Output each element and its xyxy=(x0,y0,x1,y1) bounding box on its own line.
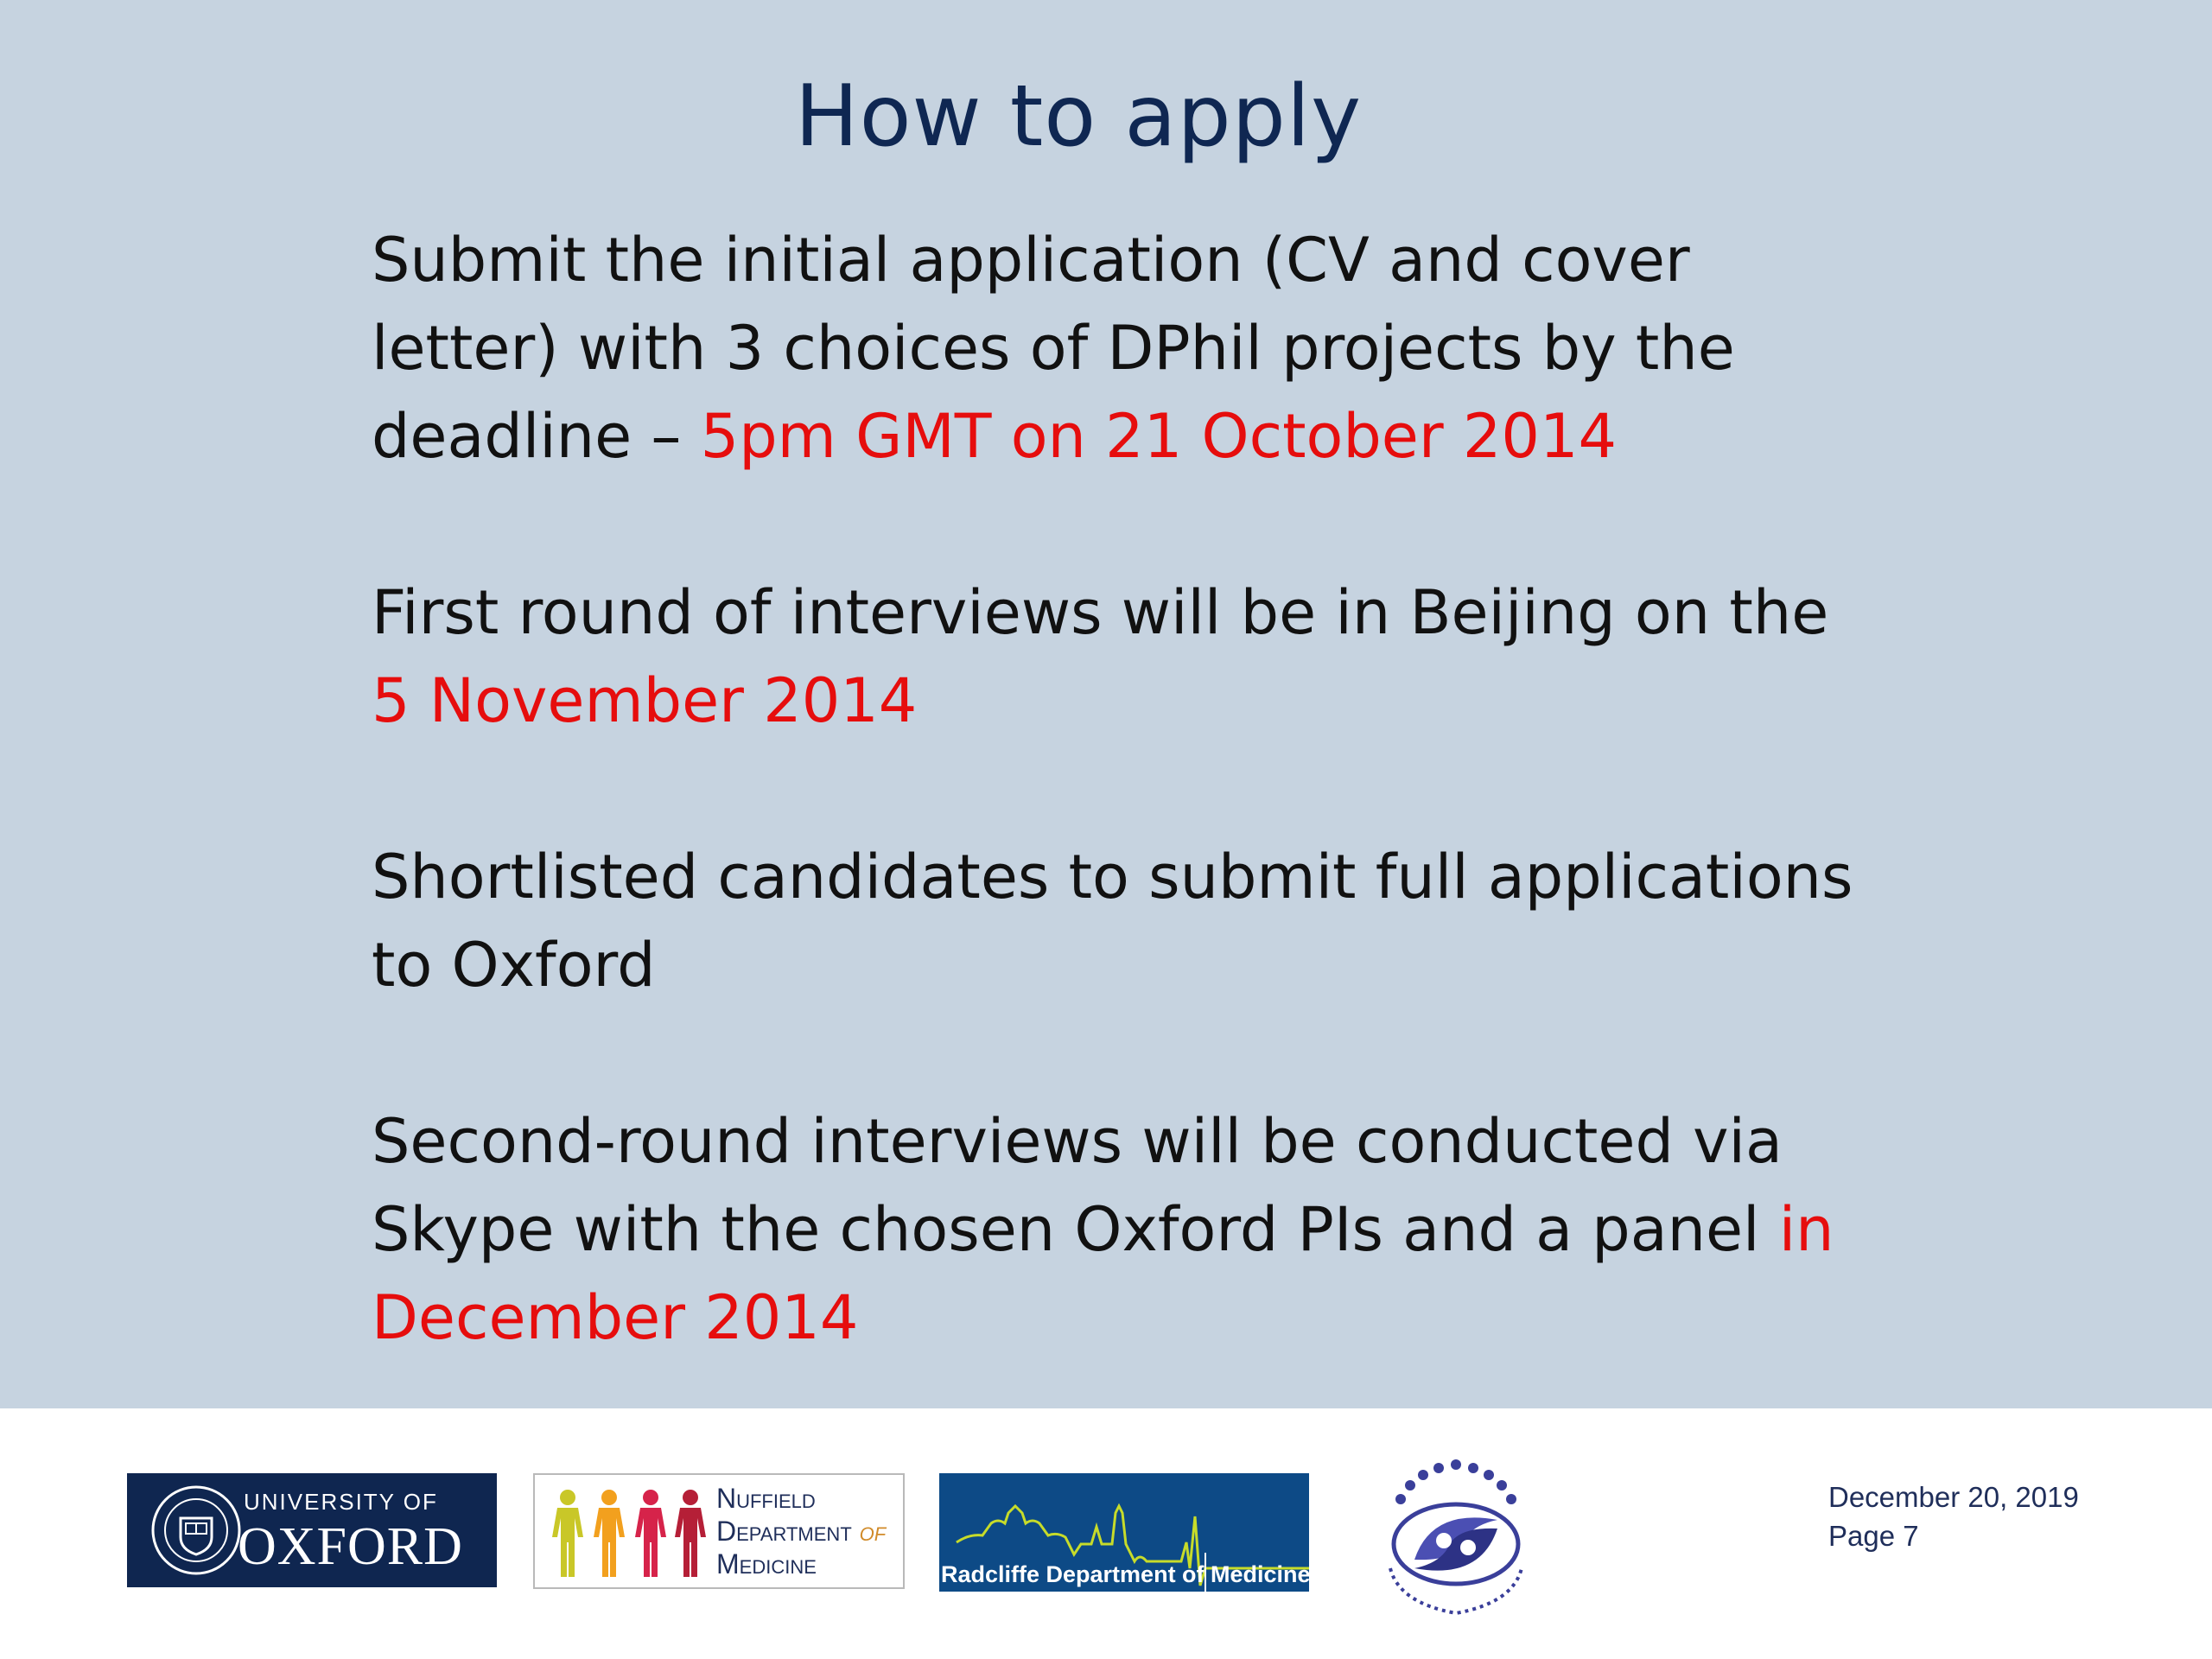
nuffield-department: Department xyxy=(716,1516,852,1547)
nuffield-text xyxy=(716,1482,886,1580)
page-number: Page 7 xyxy=(1828,1520,1919,1552)
deadline-highlight: 5pm GMT on 21 October 2014 xyxy=(700,401,1618,472)
paragraph-application xyxy=(372,216,1875,480)
slide-date: December 20, 2019 xyxy=(1828,1481,2079,1513)
paragraph-text: Shortlisted candidates to submit full applications to Oxford xyxy=(372,842,1853,1001)
paragraph-text: Second-round interviews will be conducted via Skype with the chosen Oxford PIs and a panel xyxy=(372,1106,1783,1265)
slide-title: How to apply xyxy=(794,67,1363,166)
paragraph-text: Submit the initial application (CV and cover letter) with 3 choices of DPhil projects by the deadline – xyxy=(372,225,1735,472)
nuffield-line2 xyxy=(716,1515,886,1548)
paragraph-shortlist xyxy=(372,833,1875,1009)
oxford-logo xyxy=(127,1473,497,1587)
nuffield-line1: Nuffield xyxy=(716,1483,816,1514)
radcliffe-label: Radcliffe Department of Medicine xyxy=(941,1561,1311,1587)
nuffield-of: of xyxy=(859,1516,887,1547)
paragraph-second-interview xyxy=(372,1097,1875,1362)
oxford-line1: UNIVERSITY OF xyxy=(244,1489,438,1515)
oxford-crest-icon xyxy=(149,1484,243,1577)
paragraph-first-interview xyxy=(372,569,1875,745)
nuffield-line3: Medicine xyxy=(716,1548,817,1580)
slide-body xyxy=(372,216,1875,1450)
slide-meta xyxy=(1828,1478,2079,1555)
paragraph-text: First round of interviews will be in Beijing on the xyxy=(372,577,1829,648)
nuffield-logo xyxy=(533,1473,905,1589)
oxford-line2: OXFORD xyxy=(238,1517,463,1576)
people-figures-icon xyxy=(542,1485,715,1580)
second-interview-highlight: in December 2014 xyxy=(372,1194,1834,1353)
radcliffe-logo xyxy=(939,1473,1309,1592)
csc-logo xyxy=(1361,1439,1551,1629)
csc-emblem-icon xyxy=(1361,1439,1551,1629)
interview-date-highlight: 5 November 2014 xyxy=(372,665,918,736)
